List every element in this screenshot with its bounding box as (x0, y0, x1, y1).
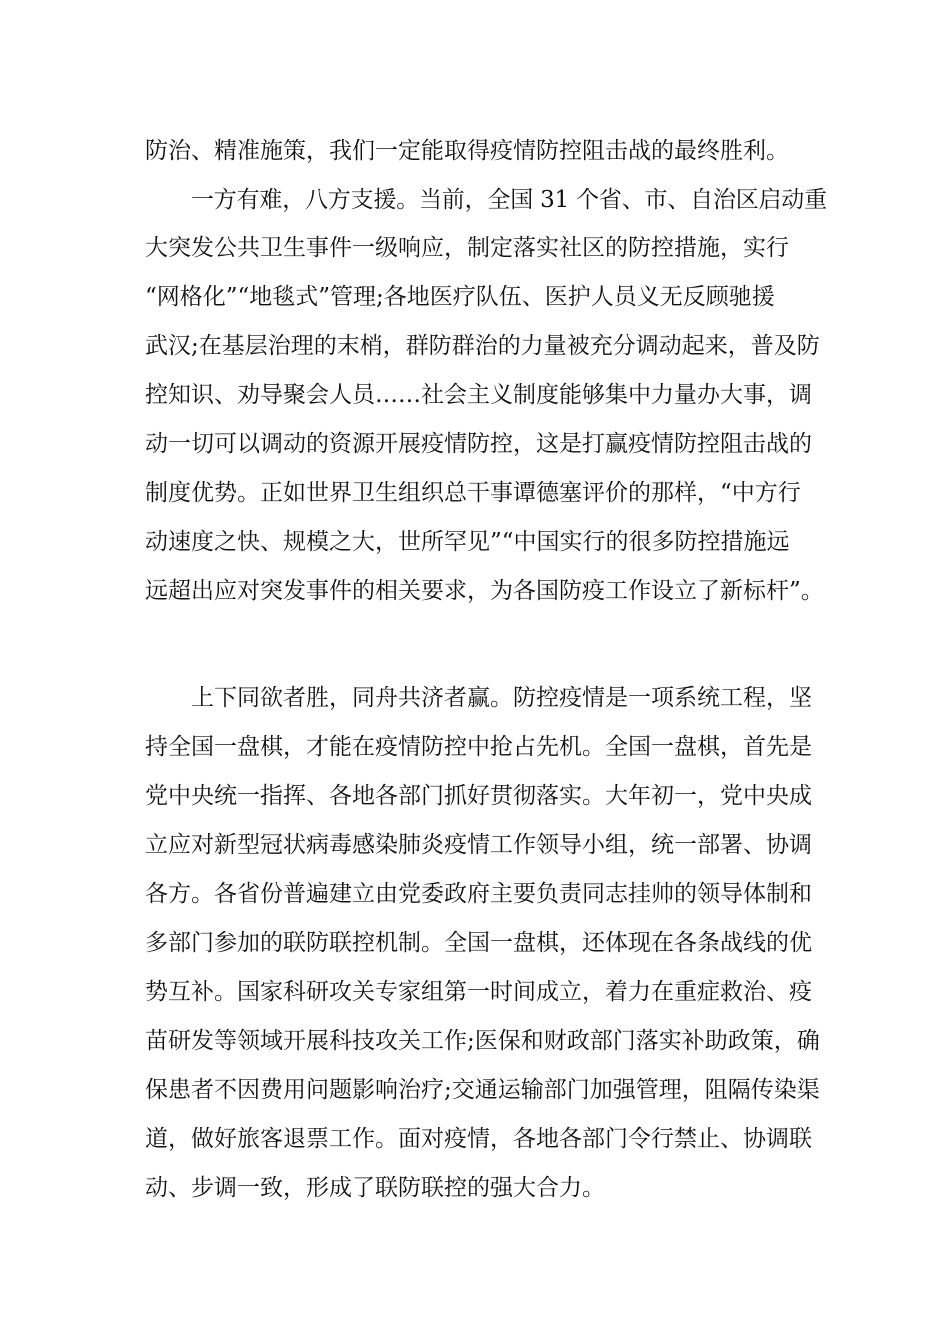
paragraph-line: 多部门参加的联防联控机制。全国一盘棋，还体现在各条战线的优 (145, 930, 812, 956)
paragraph-line: 大突发公共卫生事件一级响应，制定落实社区的防控措施，实行 (145, 235, 789, 261)
paragraph-line: 动速度之快、规模之大，世所罕见”“中国实行的很多防控措施远 (145, 529, 790, 555)
paragraph-line: 动、步调一致，形成了联防联控的强大合力。 (145, 1175, 605, 1201)
paragraph-line: 苗研发等领域开展科技攻关工作;医保和财政部门落实补助政策，确 (145, 1028, 820, 1054)
paragraph-line: 保患者不因费用问题影响治疗;交通运输部门加强管理，阻隔传染渠 (145, 1077, 820, 1103)
paragraph-line: 防治、精准施策，我们一定能取得疫情防控阻击战的最终胜利。 (145, 138, 789, 164)
paragraph-line: 武汉;在基层治理的末梢，群防群治的力量被充分调动起来，普及防 (145, 333, 820, 359)
paragraph-line: 持全国一盘棋，才能在疫情防控中抢占先机。全国一盘棋，首先是 (145, 734, 812, 760)
paragraph-line: 势互补。国家科研攻关专家组第一时间成立，着力在重症救治、疫 (145, 979, 812, 1005)
paragraph-line: 制度优势。正如世界卫生组织总干事谭德塞评价的那样，“中方行 (145, 480, 801, 506)
paragraph-line: 一方有难，八方支援。当前，全国 31 个省、市、自治区启动重 (191, 187, 827, 213)
paragraph-line: “网格化”“地毯式”管理;各地医疗队伍、医护人员义无反顾驰援 (145, 284, 775, 310)
paragraph-line: 远超出应对突发事件的相关要求，为各国防疫工作设立了新标杆”。 (145, 578, 824, 604)
paragraph-line: 道，做好旅客退票工作。面对疫情，各地各部门令行禁止、协调联 (145, 1126, 812, 1152)
paragraph-line: 党中央统一指挥、各地各部门抓好贯彻落实。大年初一，党中央成 (145, 783, 812, 809)
paragraph-line: 各方。各省份普遍建立由党委政府主要负责同志挂帅的领导体制和 (145, 881, 812, 907)
paragraph-line: 动一切可以调动的资源开展疫情防控，这是打赢疫情防控阻击战的 (145, 431, 812, 457)
paragraph-line: 立应对新型冠状病毒感染肺炎疫情工作领导小组，统一部署、协调 (145, 832, 812, 858)
paragraph-line: 控知识、劝导聚会人员……社会主义制度能够集中力量办大事，调 (145, 382, 812, 408)
paragraph-line: 上下同欲者胜，同舟共济者赢。防控疫情是一项系统工程，坚 (191, 685, 812, 711)
